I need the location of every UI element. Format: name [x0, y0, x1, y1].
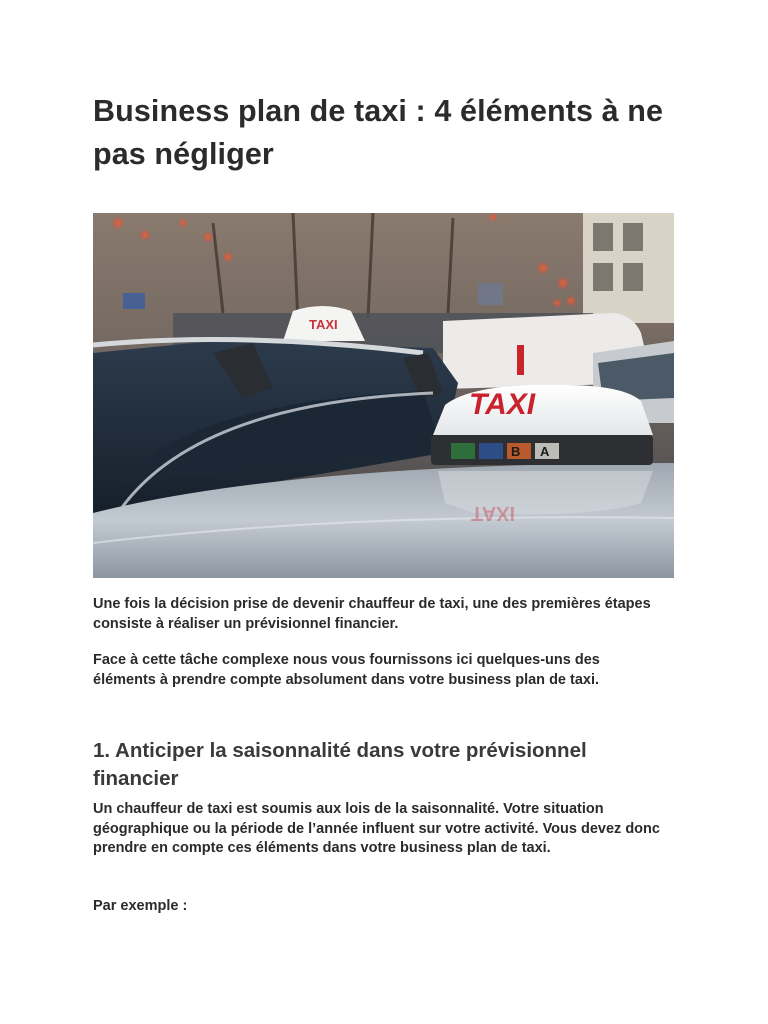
- hero-image: [93, 213, 674, 578]
- taxi-roof-sign: [431, 385, 653, 524]
- svg-text:B: B: [511, 444, 521, 459]
- section-paragraph: Un chauffeur de taxi est soumis aux lois de la saisonnalité. Votre situation géographique ou la période de l’année influent sur votre activité. Vous devez donc prendre en compte ces éléments dans votre business plan de taxi.: [93, 801, 660, 856]
- section-heading: 1. Anticiper la saisonnalité dans votre prévisionnel financier: [93, 739, 587, 790]
- intro-paragraph: Une fois la décision prise de devenir chauffeur de taxi, une des premières étapes consiste à réaliser un prévisionnel financier.: [93, 596, 651, 632]
- intro-paragraph-2: Face à cette tâche complexe nous vous fournissons ici quelques-uns des éléments à prendre compte absolument dans votre business plan de taxi.: [93, 652, 600, 688]
- svg-text:TAXI: TAXI: [309, 317, 338, 332]
- svg-text:A: A: [540, 444, 550, 459]
- section-paragraph-2: Par exemple :: [93, 898, 188, 914]
- article-title: Business plan de taxi : 4 éléments à ne pas négliger: [93, 94, 664, 171]
- svg-text:TAXI: TAXI: [471, 502, 516, 524]
- taxi-sign-label: TAXI: [469, 388, 536, 421]
